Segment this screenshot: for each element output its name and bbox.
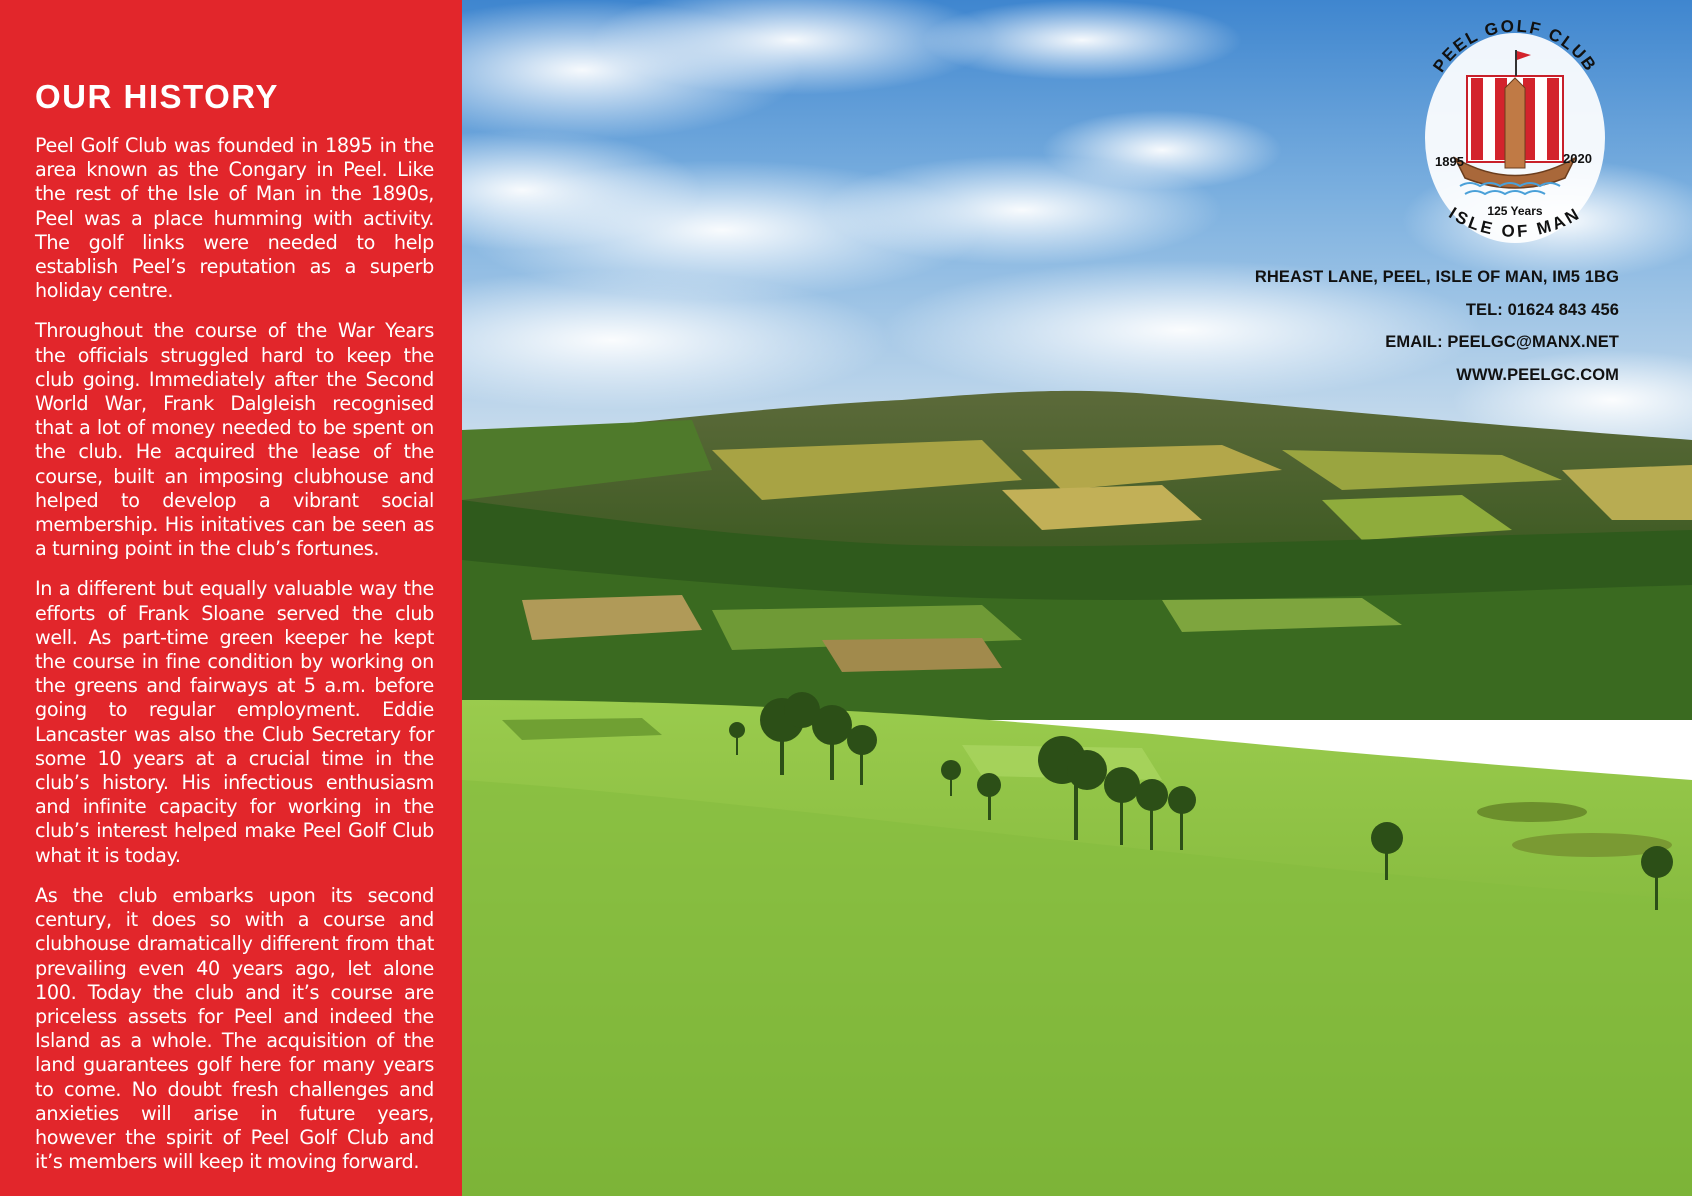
history-title: OUR HISTORY — [35, 78, 279, 115]
history-paragraph-4: As the club embarks upon its second century, it does so with a course and clubhouse dramatically different from that prevailing even 40 years ago, let alone 100. Today the club and it’s course are priceless assets for Peel and indeed the Island as a whole. The acquisition of the land guarantees golf here for many years to come. No doubt fresh challenges and anxieties will arise in future years, however the spirit of Peel Golf Club and it’s members will keep it moving forward. — [35, 883, 434, 1174]
contact-tel: TEL: 01624 843 456 — [1465, 300, 1619, 319]
history-paragraph-3: In a different but equally valuable way the efforts of Frank Sloane served the club well. As part-time green keeper he kept the course in fine condition by working on the greens and fairways at 5 a.m. before going to regular employment. Eddie Lancaster was also the Club Secretary for some 10 years at a crucial time in the club’s history. His infectious enthusiasm and infinite capacity for working in the club’s interest helped make Peel Golf Club what it is today. — [35, 577, 434, 867]
logo-anniversary: 125 Years — [1487, 204, 1543, 218]
history-paragraph-2: Throughout the course of the War Years the officials struggled hard to keep the club going. Immediately after the Second World War, Frank Dalgleish recognised that a lot of money needed to be spent on the club. He acquired the lease of the course, built an imposing clubhouse and helped to develop a vibrant social membership. His initatives can be seen as a turning point in the club’s fortunes. — [35, 319, 434, 561]
club-logo — [1415, 18, 1615, 248]
history-paragraph-1: Peel Golf Club was founded in 1895 in the area known as the Congary in Peel. Like the rest of the Isle of Man in the 1890s, Peel was a place humming with activity. The golf links were needed to help establish Peel’s reputation as a superb holiday centre. — [35, 134, 434, 303]
logo-year-right: 2020 — [1563, 151, 1592, 166]
history-panel — [0, 0, 462, 1196]
contact-website: WWW.PEELGC.COM — [1456, 365, 1619, 384]
logo-year-left: 1895 — [1435, 154, 1464, 169]
contact-block — [1255, 266, 1619, 396]
contact-address: RHEAST LANE, PEEL, ISLE OF MAN, IM5 1BG — [1254, 268, 1619, 286]
logo-bottom-text: ISLE OF MAN — [1445, 203, 1585, 242]
contact-email: EMAIL: PEELGC@MANX.NET — [1385, 333, 1619, 351]
logo-top-text: PEEL GOLF CLUB — [1429, 18, 1601, 76]
